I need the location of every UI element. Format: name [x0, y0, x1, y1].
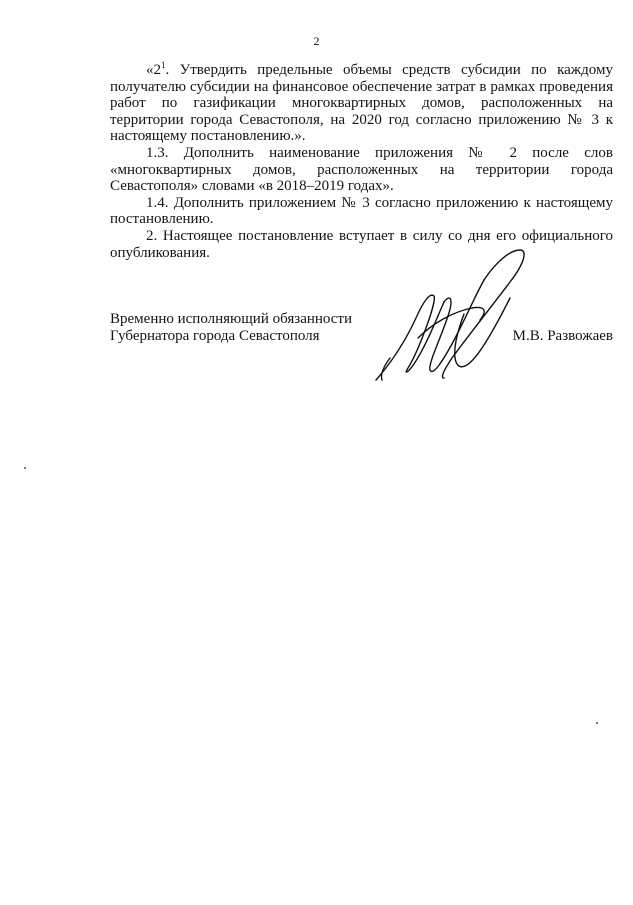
signatory-name: М.В. Развожаев [512, 328, 613, 344]
paragraph-1-4: 1.4. Дополнить приложением № 3 согласно приложению к настоящему постановлению. [110, 194, 613, 228]
scan-speck [596, 722, 598, 724]
superscript: 1 [161, 60, 166, 70]
signatory-title-line-1: Временно исполняющий обязанности [110, 311, 353, 327]
document-body [110, 62, 613, 261]
paragraph-2-1: «$2^1$. Утвердить предельные объемы средств субсидии по каждому получателю субсидии на финансовое обеспечение затрат в рамках проведения работ по газификации многоквартирных домов, расположенных на территории города Севастополя, на 2020 год согласно приложению № 3 к настоящему постановлению.». [110, 60, 613, 145]
signatory-title-line-2: Губернатора города Севастополя [110, 328, 320, 344]
signatory-title [110, 311, 352, 345]
scan-speck [24, 467, 26, 469]
page-number: 2 [313, 34, 320, 48]
paragraph-2: 2. Настоящее постановление вступает в силу со дня его официального опубликования. [110, 227, 613, 261]
signature-icon [360, 240, 560, 415]
paragraph-1-3: 1.3. Дополнить наименование приложения № 2 после слов «многоквартирных домов, расположенных на территории города Севастополя» словами «в 2018–2019 годах». [110, 144, 613, 195]
